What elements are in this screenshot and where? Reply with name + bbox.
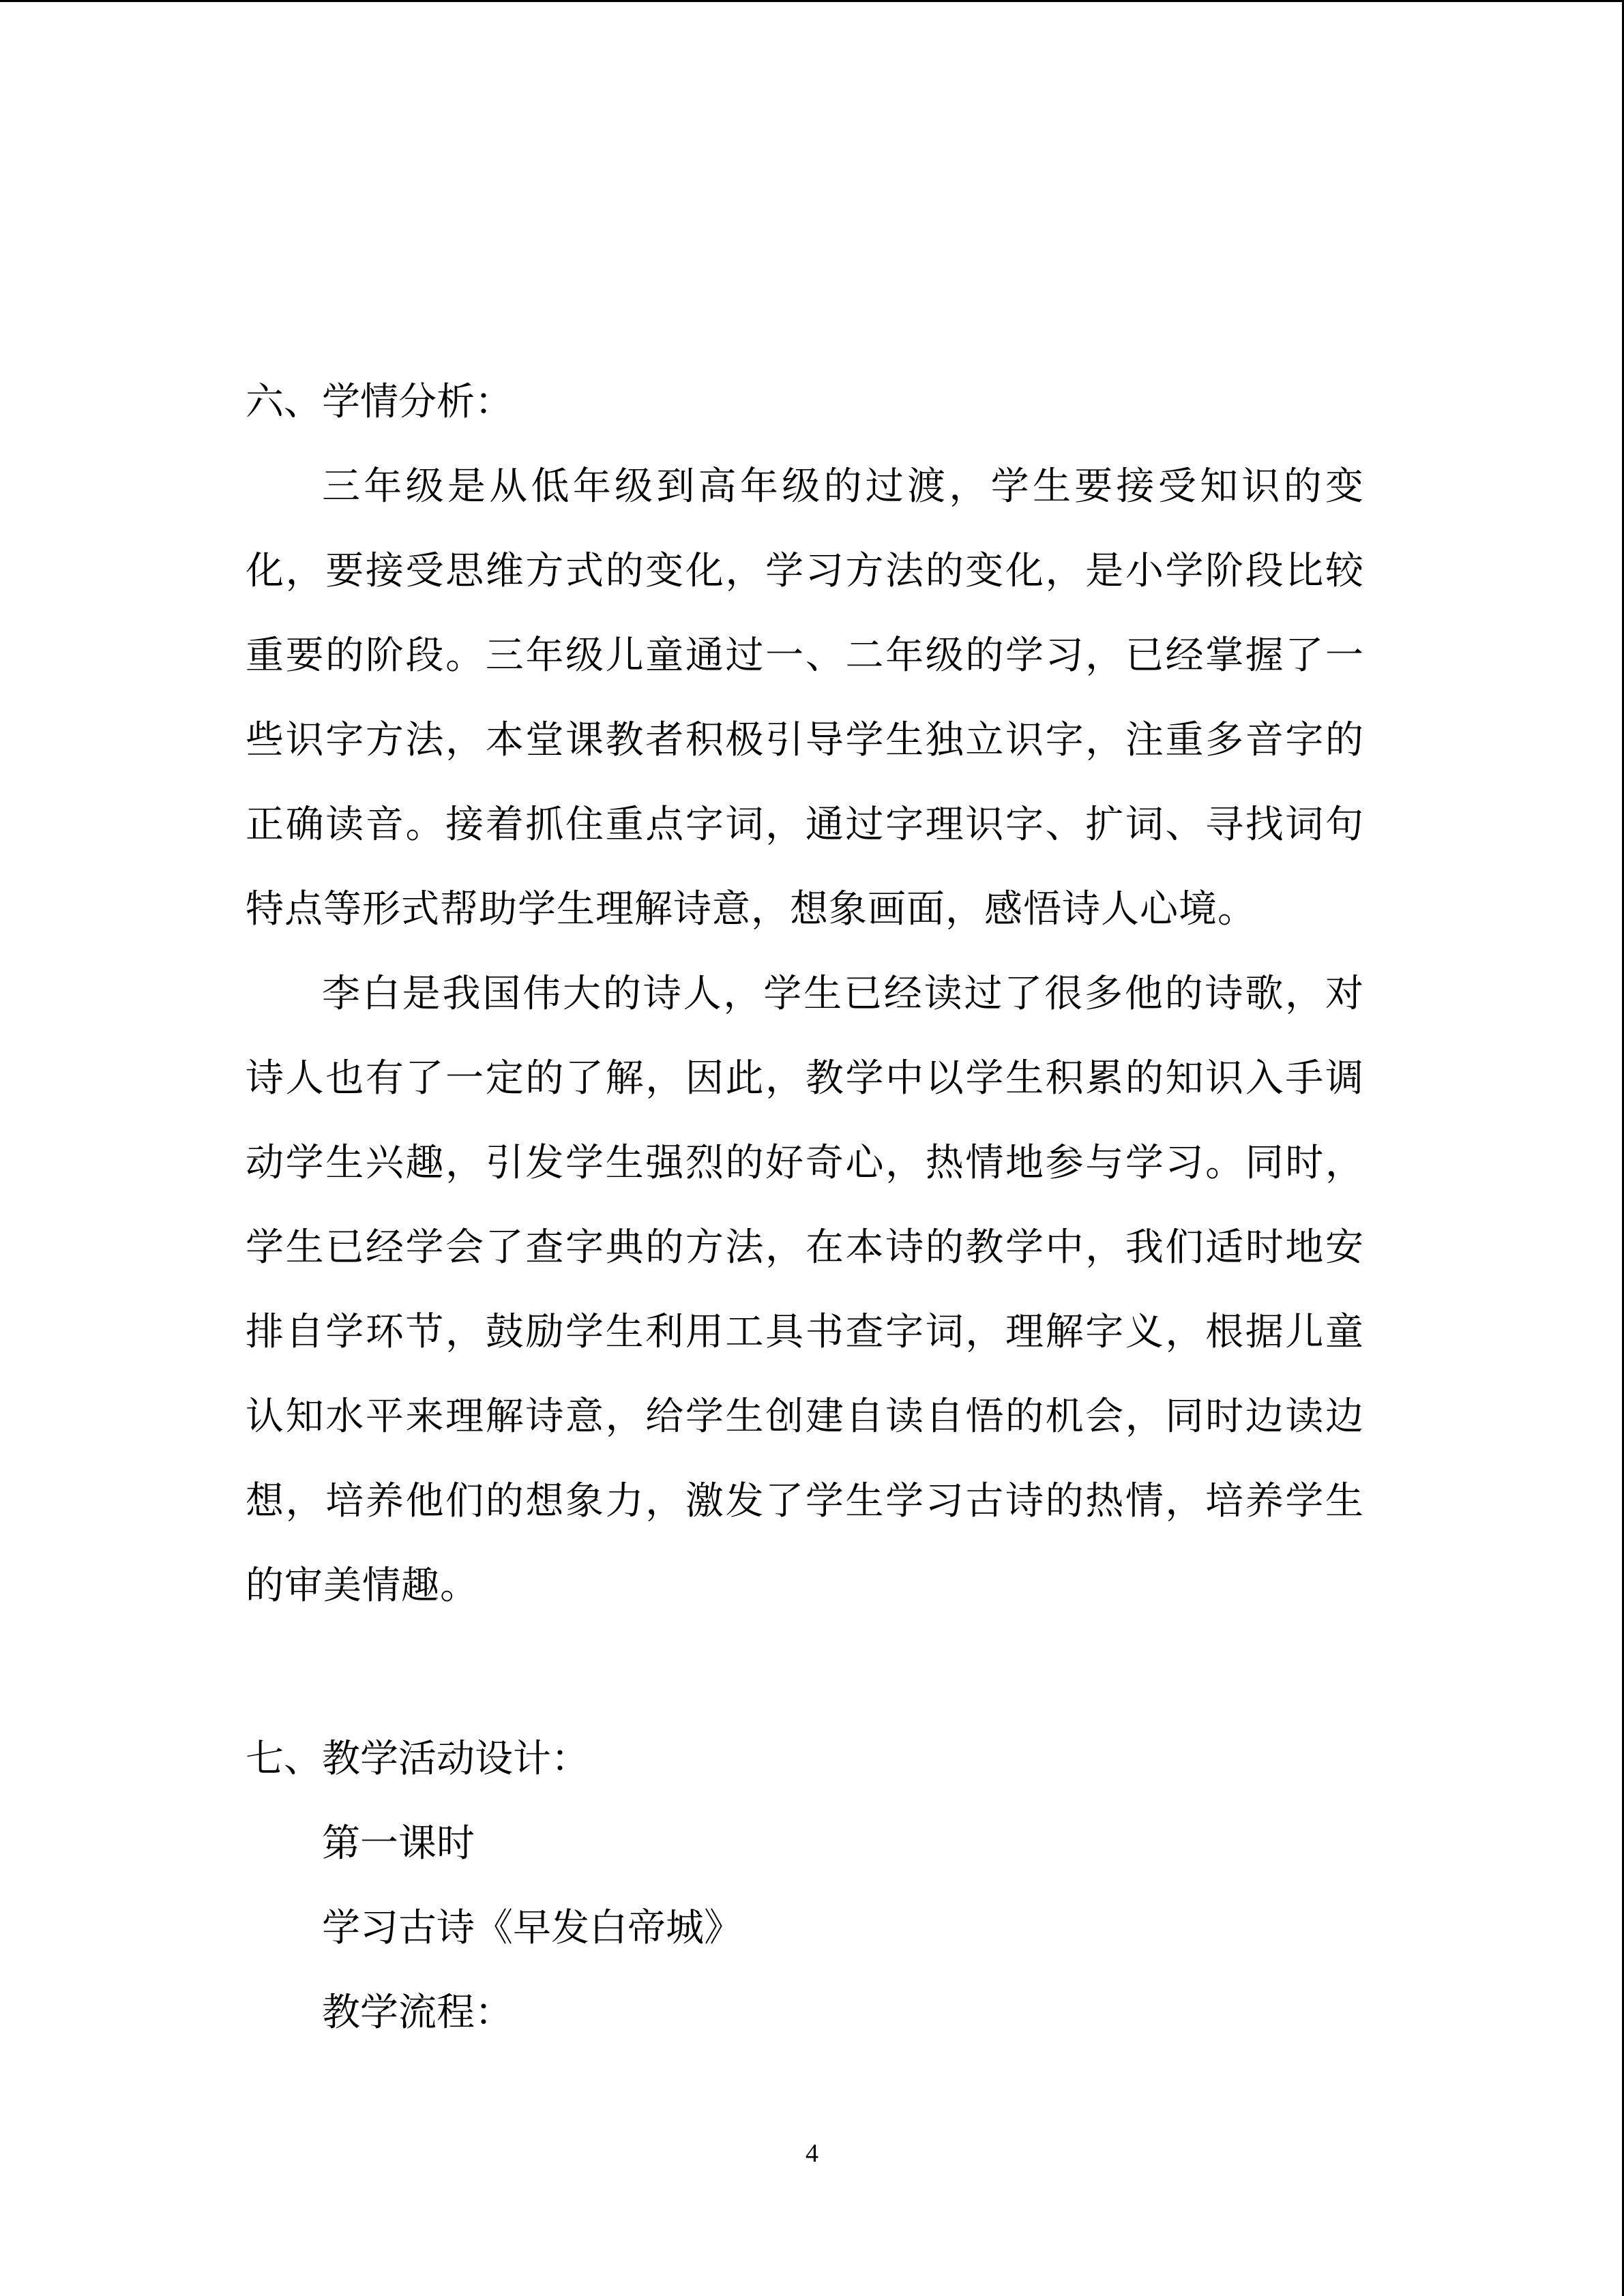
page-number: 4 bbox=[806, 2139, 818, 2168]
section-6-heading: 六、学情分析： bbox=[246, 380, 513, 424]
page-border-top bbox=[0, 0, 1624, 2]
document-body bbox=[246, 360, 1364, 2055]
lesson-topic: 学习古诗《早发白帝城》 bbox=[322, 1906, 742, 1950]
section-7-heading: 七、教学活动设计： bbox=[246, 1737, 589, 1781]
teaching-process-label: 教学流程： bbox=[322, 1991, 513, 2035]
section-6-paragraph-2: 李白是我国伟大的诗人，学生已经读过了很多他的诗歌，对诗人也有了一定的了解，因此，教学中以学生积累的知识入手调动学生兴趣，引发学生强烈的好奇心，热情地参与学习。同时，学生已经学会了查字典的方法，在本诗的教学中，我们适时地安排自学环节，鼓励学生利用工具书查字词，理解字义，根据儿童认知水平来理解诗意，给学生创建自读自悟的机会，同时边读边想，培养他们的想象力，激发了学生学习古诗的热情，培养学生的审美情趣。 bbox=[246, 972, 1364, 1608]
section-spacer bbox=[246, 1628, 1364, 1717]
lesson-period: 第一课时 bbox=[322, 1821, 475, 1866]
section-6-paragraph-1: 三年级是从低年级到高年级的过渡，学生要接受知识的变化，要接受思维方式的变化，学习方法的变化，是小学阶段比较重要的阶段。三年级儿童通过一、二年级的学习，已经掌握了一些识字方法，本堂课教者积极引导学生独立识字，注重多音字的正确读音。接着抓住重点字词，通过字理识字、扩词、寻找词句特点等形式帮助学生理解诗意，想象画面，感悟诗人心境。 bbox=[246, 464, 1364, 931]
